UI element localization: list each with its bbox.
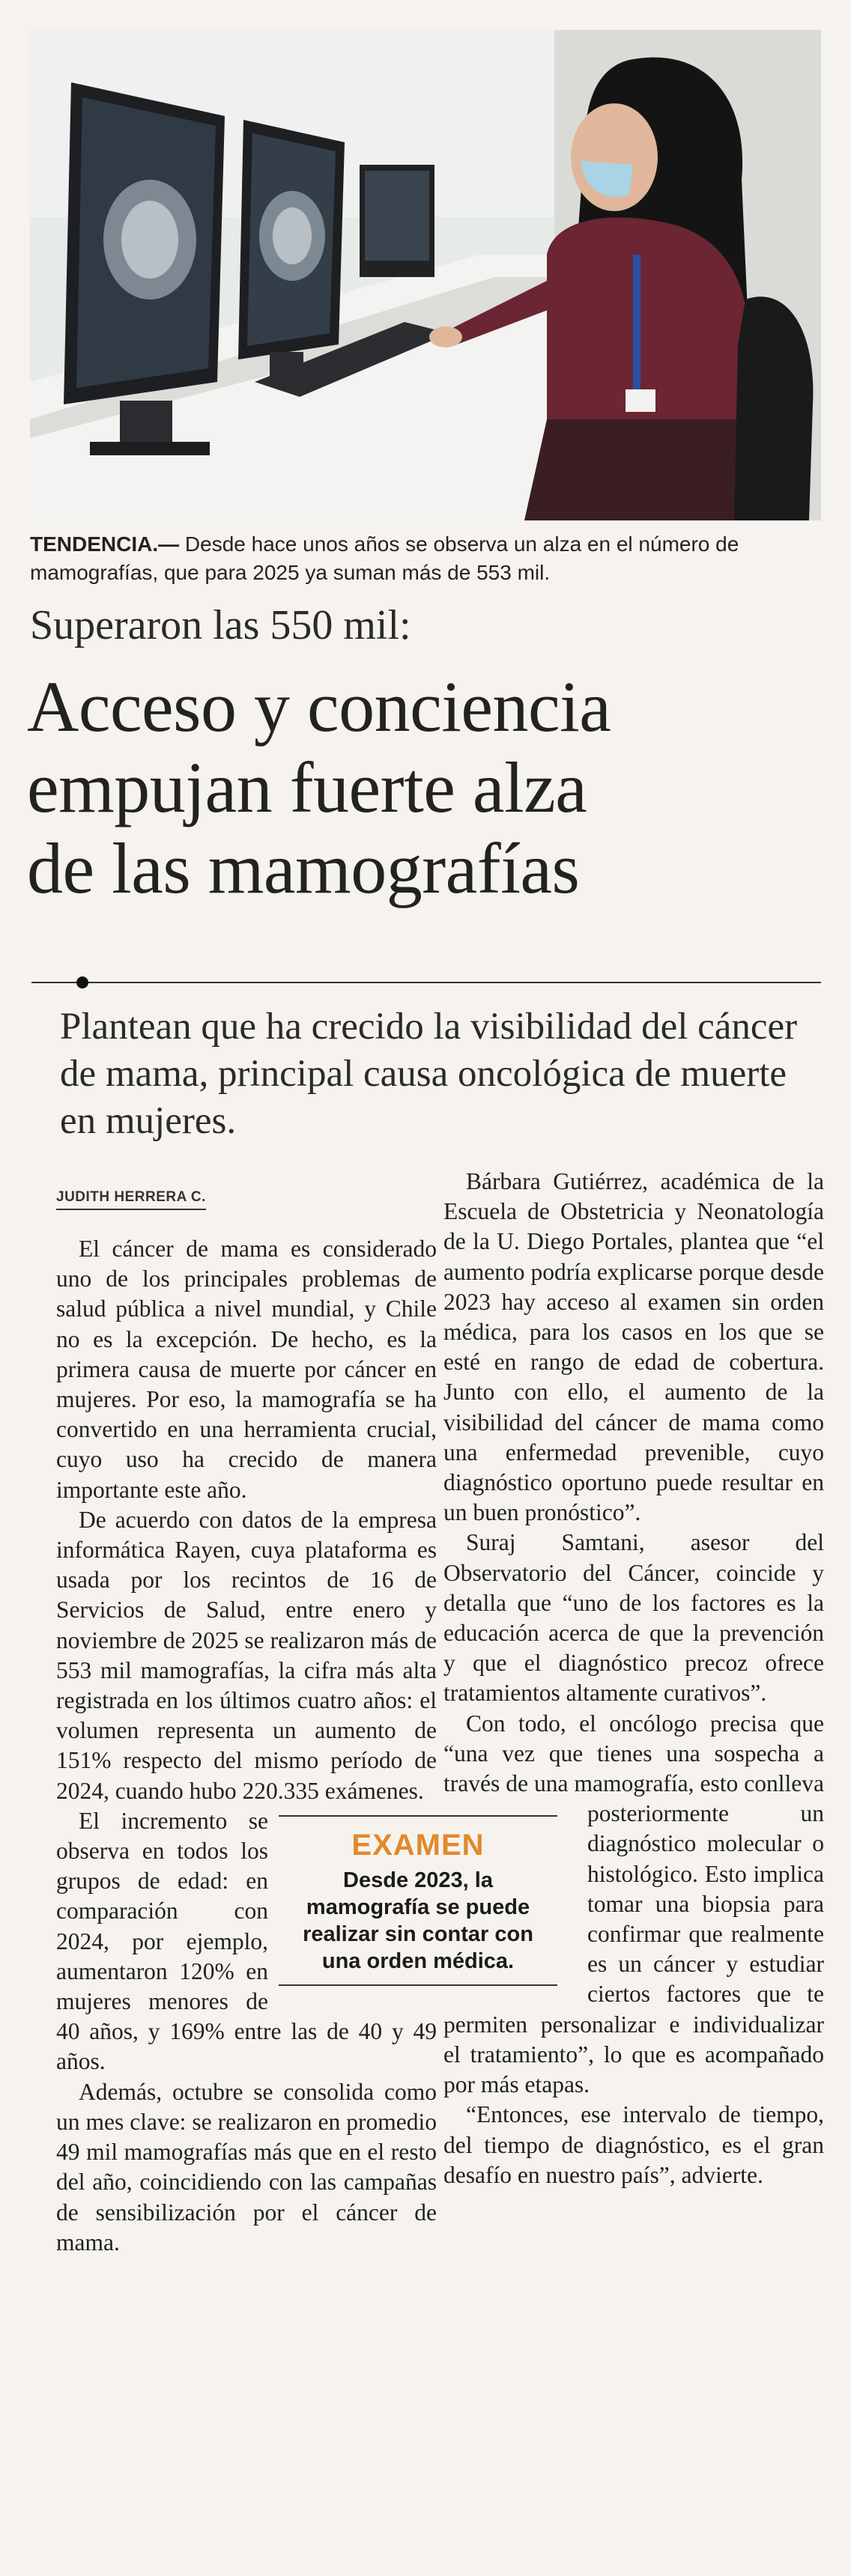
paragraph: El cáncer de mama es considerado uno de los principales problemas de salud pública a nivel mundial, y Chile no es la excepción. De hecho, es la primera causa de muerte por cáncer en mujeres. Por eso, la mamografía se ha convertido en una herramienta crucial, cuyo uso ha crecido de manera importante este año.: [56, 1236, 437, 1503]
deck: Plantean que ha crecido la visibilidad del cáncer de mama, principal causa oncológica de muerte en mujeres.: [60, 1006, 798, 1142]
caption-label: TENDENCIA.—: [30, 532, 180, 556]
mammography-workstation-photo: [30, 30, 821, 520]
paragraph: Bárbara Gutiérrez, académica de la Escuela de Obstetricia y Neonatología de la U. Diego Portales, plantea que “el aumento podría explicarse porque desde 2023 hay acceso al examen sin orden médica, para los casos en los que se esté en rango de edad de cobertura. Junto con ello, el aumento de la visibilidad del cáncer de mama como una enfermedad prevenible, cuyo diagnóstico oportuno puede resultar en un buen pronóstico”.: [443, 1168, 824, 1526]
divider-line-left: [31, 982, 76, 983]
article-column-right: [443, 1167, 824, 2190]
box-text: Desde 2023, la mamografía se puede realizar sin contar con una orden médica.: [303, 1868, 533, 1973]
headline: [27, 666, 836, 909]
monitor-right: [238, 120, 345, 386]
divider-dot: [76, 976, 88, 988]
article-column-left: [56, 1234, 437, 2258]
box-title: EXAMEN: [351, 1829, 485, 1862]
monitor-third: [360, 165, 434, 277]
caption-text: Desde hace unos años se observa un alza en el número de mamografías, que para 2025 ya suman más de 553 mil.: [30, 532, 739, 584]
paragraph: De acuerdo con datos de la empresa informática Rayen, cuya plataforma es usada por los recintos de 16 de Servicios de Salud, entre enero y noviembre de 2025 se realizaron más de 553 mil mamografías, la cifra más alta registrada en los últimos cuatro años: el volumen representa un aumento de 151% respecto del mismo período de 2024, cuando hubo 220.335 exámenes.: [56, 1506, 437, 1804]
kicker: Superaron las 550 mil:: [30, 602, 411, 648]
divider-line-right: [88, 982, 821, 983]
paragraph: Suraj Samtani, asesor del Observatorio del Cáncer, coincide y detalla que “uno de los factores es la educación acerca de que la prevención y que el diagnóstico precoz ofrece tratamientos altamente curativos”.: [443, 1529, 824, 1707]
paragraph: “Entonces, ese intervalo de tiempo, del tiempo de diagnóstico, es el gran desafío en nuestro país”, advierte.: [443, 2101, 824, 2188]
chair: [734, 297, 813, 520]
paragraph: Además, octubre se consolida como un mes clave: se realizaron en promedio 49 mil mamografías más que en el resto del año, coincidiendo con las campañas de sensibilización por el cáncer de mama.: [56, 2078, 437, 2255]
headline-line-1: Acceso y conciencia: [27, 666, 611, 747]
photo-caption: [30, 530, 821, 587]
paragraph: El incremento se observa en todos los grupos de edad: en comparación con 2024, por ejemplo, aumentaron 120% en mujeres menores de 40 años, y 169% entre las de 40 y 49 años.: [56, 1807, 437, 2075]
highlight-box: [279, 1815, 557, 1986]
paragraph: Con todo, el oncólogo precisa que “una vez que tienes una sospecha a través de una mamografía, esto conlleva posteriormente un diagnóstico molecular o histológico. Esto implica tomar una biopsia para confirmar que realmente es un cáncer y estudiar ciertos factores que te permiten personalizar e individualizar el tratamiento”, lo que es acompañado por más etapas.: [443, 1710, 824, 2098]
photo-illustration: [30, 30, 821, 520]
byline: JUDITH HERRERA C.: [56, 1189, 206, 1210]
headline-line-3: de las mamografías: [27, 828, 580, 908]
headline-line-2: empujan fuerte alza: [27, 747, 587, 827]
